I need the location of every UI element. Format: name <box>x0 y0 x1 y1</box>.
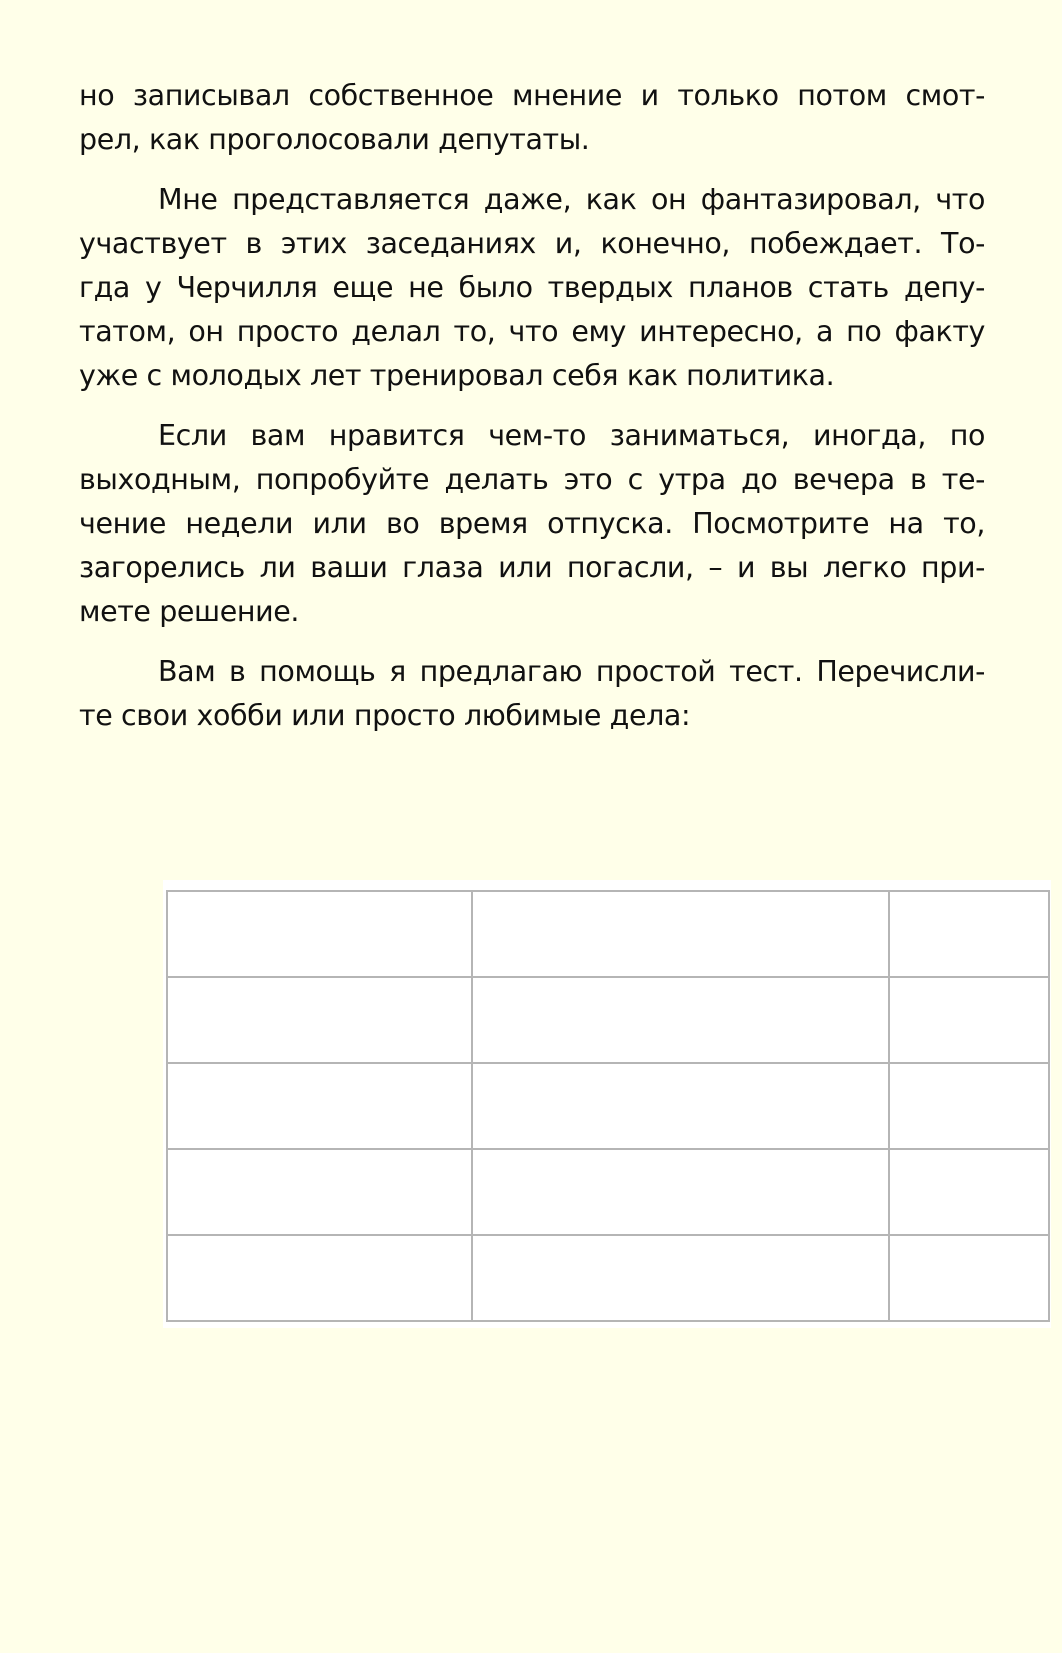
table-cell[interactable] <box>889 977 1049 1063</box>
text-line: Если вам нравится чем-то заниматься, иногда, по <box>158 419 985 452</box>
table-cell[interactable] <box>889 891 1049 977</box>
table-cell[interactable] <box>167 1235 472 1321</box>
table-row <box>167 891 1049 977</box>
table-cell[interactable] <box>472 977 889 1063</box>
text-line: уже с молодых лет тренировал себя как политика. <box>79 359 835 392</box>
table-row <box>167 1149 1049 1235</box>
text-line: но записывал собственное мнение и только потом смот- <box>79 79 985 112</box>
table-cell[interactable] <box>472 1235 889 1321</box>
text-line: загорелись ли ваши глаза или погасли, – и вы легко при- <box>79 551 985 584</box>
paragraph-4 <box>79 650 985 738</box>
table-cell[interactable] <box>889 1235 1049 1321</box>
text-line: гда у Черчилля еще не было твердых планов стать депу- <box>79 271 985 304</box>
table-cell[interactable] <box>167 1063 472 1149</box>
table-cell[interactable] <box>472 1063 889 1149</box>
paragraph-2 <box>79 178 985 398</box>
text-line: Мне представляется даже, как он фантазировал, что <box>158 183 985 216</box>
table-cell[interactable] <box>167 977 472 1063</box>
text-line: участвует в этих заседаниях и, конечно, побеждает. То- <box>79 227 985 260</box>
hobby-table <box>166 890 1050 1322</box>
paragraph-3 <box>79 414 985 634</box>
text-line: татом, он просто делал то, что ему интересно, а по факту <box>79 315 985 348</box>
page-text <box>79 74 985 738</box>
text-line: чение недели или во время отпуска. Посмотрите на то, <box>79 507 985 540</box>
text-line: те свои хобби или просто любимые дела: <box>79 699 691 732</box>
table-cell[interactable] <box>167 1149 472 1235</box>
table-cell[interactable] <box>167 891 472 977</box>
text-line: выходным, попробуйте делать это с утра до вечера в те- <box>79 463 985 496</box>
text-line: мете решение. <box>79 595 300 628</box>
text-line: Вам в помощь я предлагаю простой тест. Перечисли- <box>158 655 985 688</box>
table-row <box>167 1235 1049 1321</box>
text-line: рел, как проголосовали депутаты. <box>79 123 590 156</box>
table-row <box>167 977 1049 1063</box>
table-cell[interactable] <box>472 1149 889 1235</box>
hobby-worksheet <box>163 880 1051 1328</box>
table-cell[interactable] <box>889 1149 1049 1235</box>
table-row <box>167 1063 1049 1149</box>
paragraph-1 <box>79 74 985 162</box>
table-cell[interactable] <box>472 891 889 977</box>
table-cell[interactable] <box>889 1063 1049 1149</box>
